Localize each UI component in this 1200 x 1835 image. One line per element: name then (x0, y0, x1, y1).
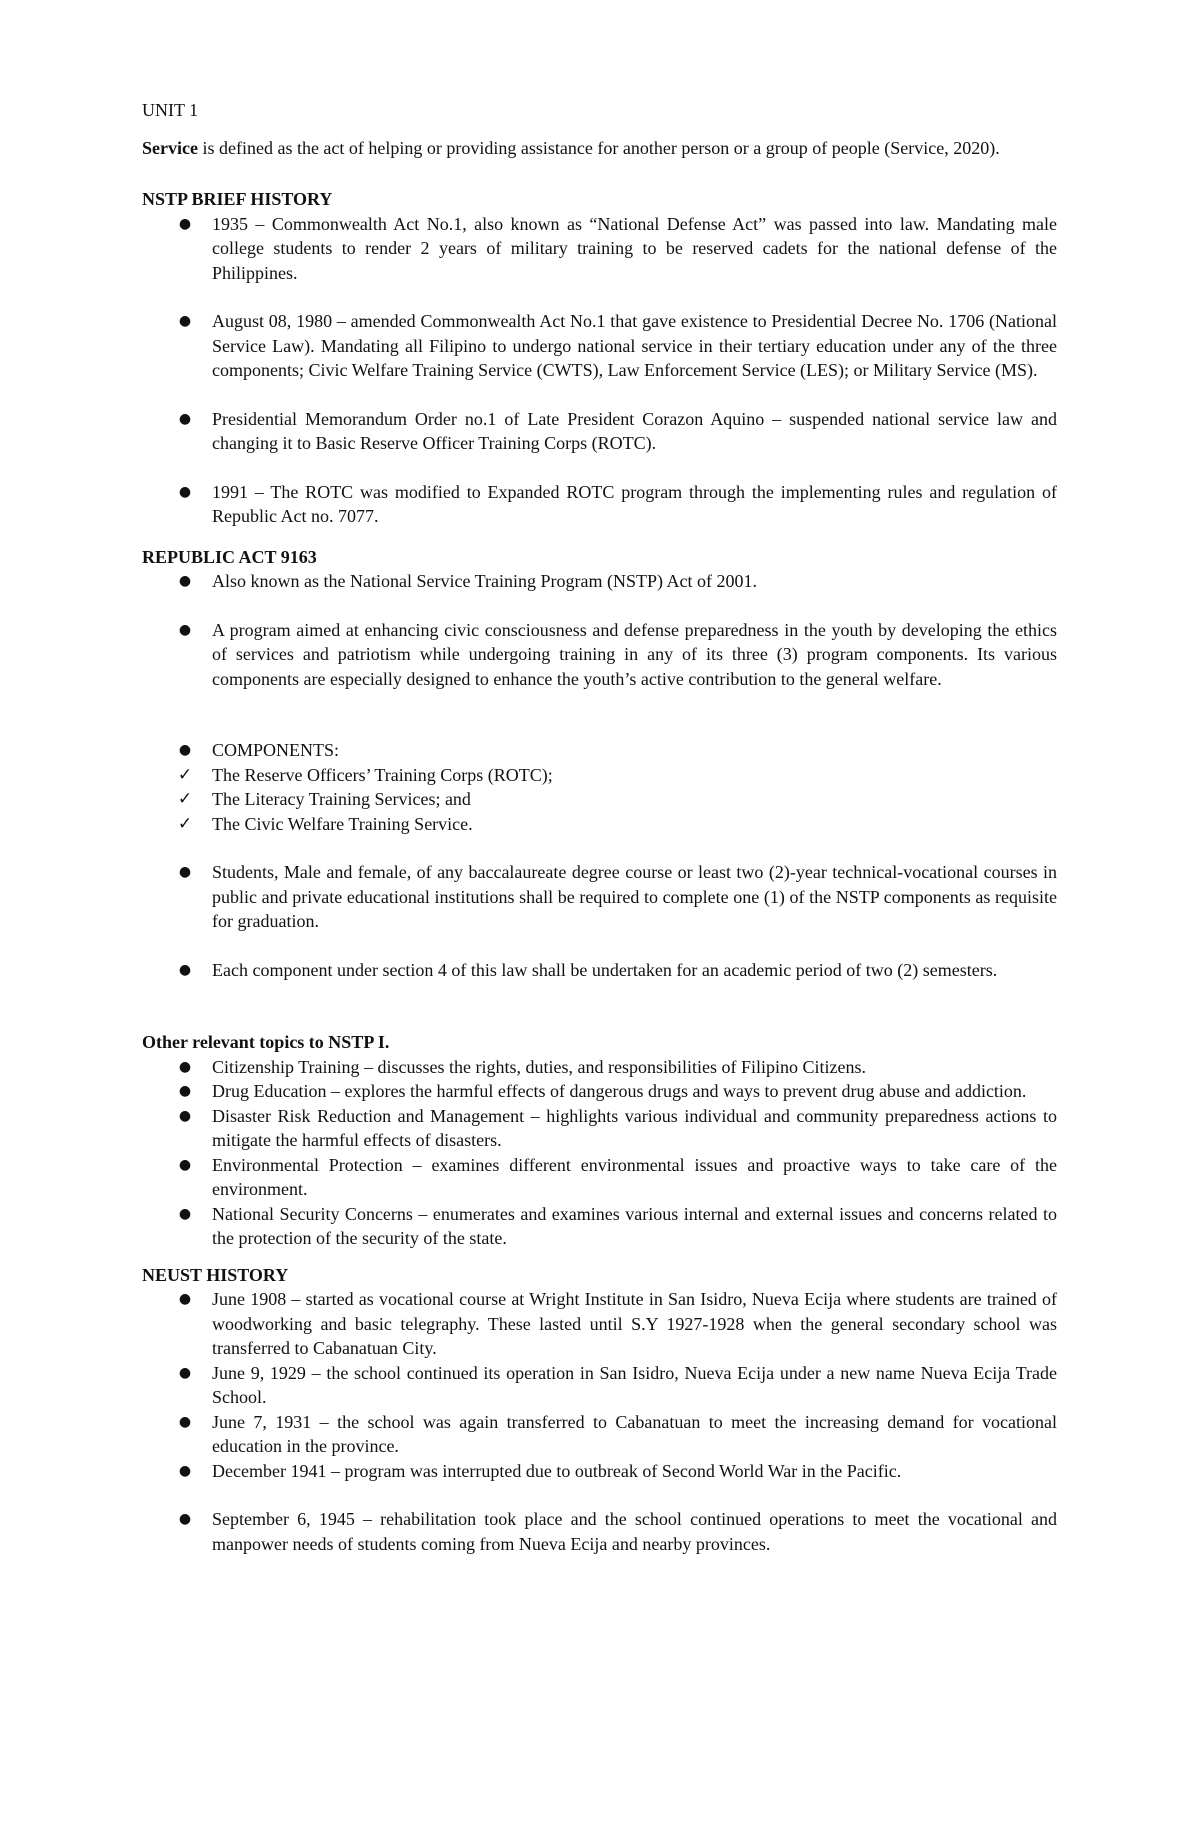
other-topics-heading: Other relevant topics to NSTP I. (142, 1032, 390, 1052)
list-item (142, 1104, 1057, 1153)
bullet-icon: ● (178, 1413, 192, 1430)
bullet-icon: ● (178, 1083, 192, 1099)
bullet-icon: ● (178, 1205, 192, 1222)
list-item-text: December 1941 – program was interrupted due to outbreak of Second World War in the Pacific. (212, 1460, 902, 1481)
component-text: The Civic Welfare Training Service. (212, 813, 473, 834)
bullet-icon: ● (178, 961, 192, 978)
bullet-icon: ● (178, 1156, 192, 1173)
components-label-item (142, 738, 1057, 763)
list-item-text: Drug Education – explores the harmful effects of dangerous drugs and ways to prevent drug abuse and addiction. (212, 1081, 1027, 1101)
list-item-text: 1935 – Commonwealth Act No.1, also known as “National Defense Act” was passed into law. Mandating male college students to render 2 years of military training to be reserved cadets for the national defense of the Philippines. (212, 213, 1057, 283)
bullet-icon: ● (178, 1058, 192, 1075)
component-text: The Reserve Officers’ Training Corps (ROTC); (212, 764, 553, 785)
list-item (142, 309, 1057, 383)
service-term: Service (142, 137, 198, 158)
document-page (142, 98, 1057, 1556)
list-item-text: Students, Male and female, of any baccalaureate degree course or least two (2)-year technical-vocational courses in public and private educational institutions shall be required to complete one (1) of the NSTP components as requisite for graduation. (212, 862, 1057, 931)
list-item-text: June 1908 – started as vocational course at Wright Institute in San Isidro, Nueva Ecija where students are trained of woodworking and basic telegraphy. These lasted until S.Y 1927-1928 when the general secondary school was transferred to Cabanatuan City. (212, 1289, 1057, 1358)
checkmark-icon: ✓ (177, 764, 193, 785)
other-topics-list (142, 1055, 1057, 1251)
bullet-icon: ● (178, 1462, 192, 1479)
component-text: The Literacy Training Services; and (212, 789, 471, 809)
component-item (142, 812, 1057, 837)
list-item (142, 1287, 1057, 1361)
ra9163-list (142, 569, 1057, 982)
bullet-icon: ● (178, 621, 192, 638)
list-item-text: Also known as the National Service Training Program (NSTP) Act of 2001. (212, 571, 757, 591)
component-item (142, 763, 1057, 788)
list-item-text: September 6, 1945 – rehabilitation took place and the school continued operations to meet the vocational and manpower needs of students coming from Nueva Ecija and nearby provinces. (212, 1509, 1057, 1554)
list-item (142, 860, 1057, 934)
list-item (142, 618, 1057, 692)
service-definition-text: is defined as the act of helping or providing assistance for another person or a group of people (Service, 2020). (197, 137, 1000, 158)
list-item-text: Environmental Protection – examines different environmental issues and proactive ways to take care of the environment. (212, 1154, 1057, 1199)
list-item (142, 1153, 1057, 1202)
list-item-text: Presidential Memorandum Order no.1 of Late President Corazon Aquino – suspended national service law and changing it to Basic Reserve Officer Training Corps (ROTC). (212, 408, 1057, 453)
bullet-icon: ● (178, 410, 192, 427)
list-item (142, 1079, 1057, 1104)
list-item (142, 407, 1057, 456)
components-label: COMPONENTS: (212, 740, 340, 760)
list-item (142, 1202, 1057, 1251)
neust-history-list (142, 1287, 1057, 1556)
service-definition (142, 136, 1057, 161)
ra9163-heading: REPUBLIC ACT 9163 (142, 546, 317, 567)
list-item-text: A program aimed at enhancing civic consciousness and defense preparedness in the youth by developing the ethics of services and patriotism while undergoing training in any of its three (3) program components. Its various components are especially designed to enhance the youth’s active contribution to the general welfare. (212, 619, 1057, 689)
list-item-text: August 08, 1980 – amended Commonwealth Act No.1 that gave existence to Presidential Decree No. 1706 (National Service Law). Mandating all Filipino to undergo national service in their tertiary education under any of the three components; Civic Welfare Training Service (CWTS), Law Enforcement Service (LES); or Military Service (MS). (212, 311, 1057, 380)
list-item (142, 569, 1057, 594)
bullet-icon: ● (178, 742, 192, 758)
nstp-history-heading: NSTP BRIEF HISTORY (142, 189, 333, 209)
list-item-text: National Security Concerns – enumerates and examines various internal and external issues and concerns related to the protection of the security of the state. (212, 1203, 1057, 1248)
checkmark-icon: ✓ (177, 789, 193, 809)
list-item (142, 1361, 1057, 1410)
unit-title: UNIT 1 (142, 100, 199, 120)
bullet-icon: ● (178, 864, 192, 880)
list-item-text: Each component under section 4 of this law shall be undertaken for an academic period of two (2) semesters. (212, 959, 998, 980)
bullet-icon: ● (178, 1511, 192, 1527)
nstp-history-list (142, 212, 1057, 529)
bullet-icon: ● (178, 313, 192, 329)
list-item (142, 480, 1057, 529)
bullet-icon: ● (178, 215, 192, 232)
neust-history-heading: NEUST HISTORY (142, 1264, 289, 1285)
component-item (142, 787, 1057, 812)
list-item (142, 1507, 1057, 1556)
list-item-text: June 7, 1931 – the school was again transferred to Cabanatuan to meet the increasing demand for vocational education in the province. (212, 1411, 1057, 1456)
list-item (142, 1055, 1057, 1080)
list-item (142, 212, 1057, 286)
bullet-icon: ● (178, 1291, 192, 1307)
bullet-icon: ● (178, 573, 192, 589)
list-item (142, 958, 1057, 983)
list-item-text: June 9, 1929 – the school continued its operation in San Isidro, Nueva Ecija under a new name Nueva Ecija Trade School. (212, 1362, 1057, 1407)
bullet-icon: ● (178, 483, 192, 500)
bullet-icon: ● (178, 1364, 192, 1381)
list-item-text: Disaster Risk Reduction and Management – highlights various individual and community preparedness actions to mitigate the harmful effects of disasters. (212, 1105, 1057, 1150)
list-item-text: 1991 – The ROTC was modified to Expanded ROTC program through the implementing rules and regulation of Republic Act no. 7077. (212, 481, 1057, 526)
list-item-text: Citizenship Training – discusses the rights, duties, and responsibilities of Filipino Citizens. (212, 1056, 866, 1077)
checkmark-icon: ✓ (177, 813, 193, 834)
list-item (142, 1459, 1057, 1484)
bullet-icon: ● (178, 1107, 192, 1124)
list-item (142, 1410, 1057, 1459)
